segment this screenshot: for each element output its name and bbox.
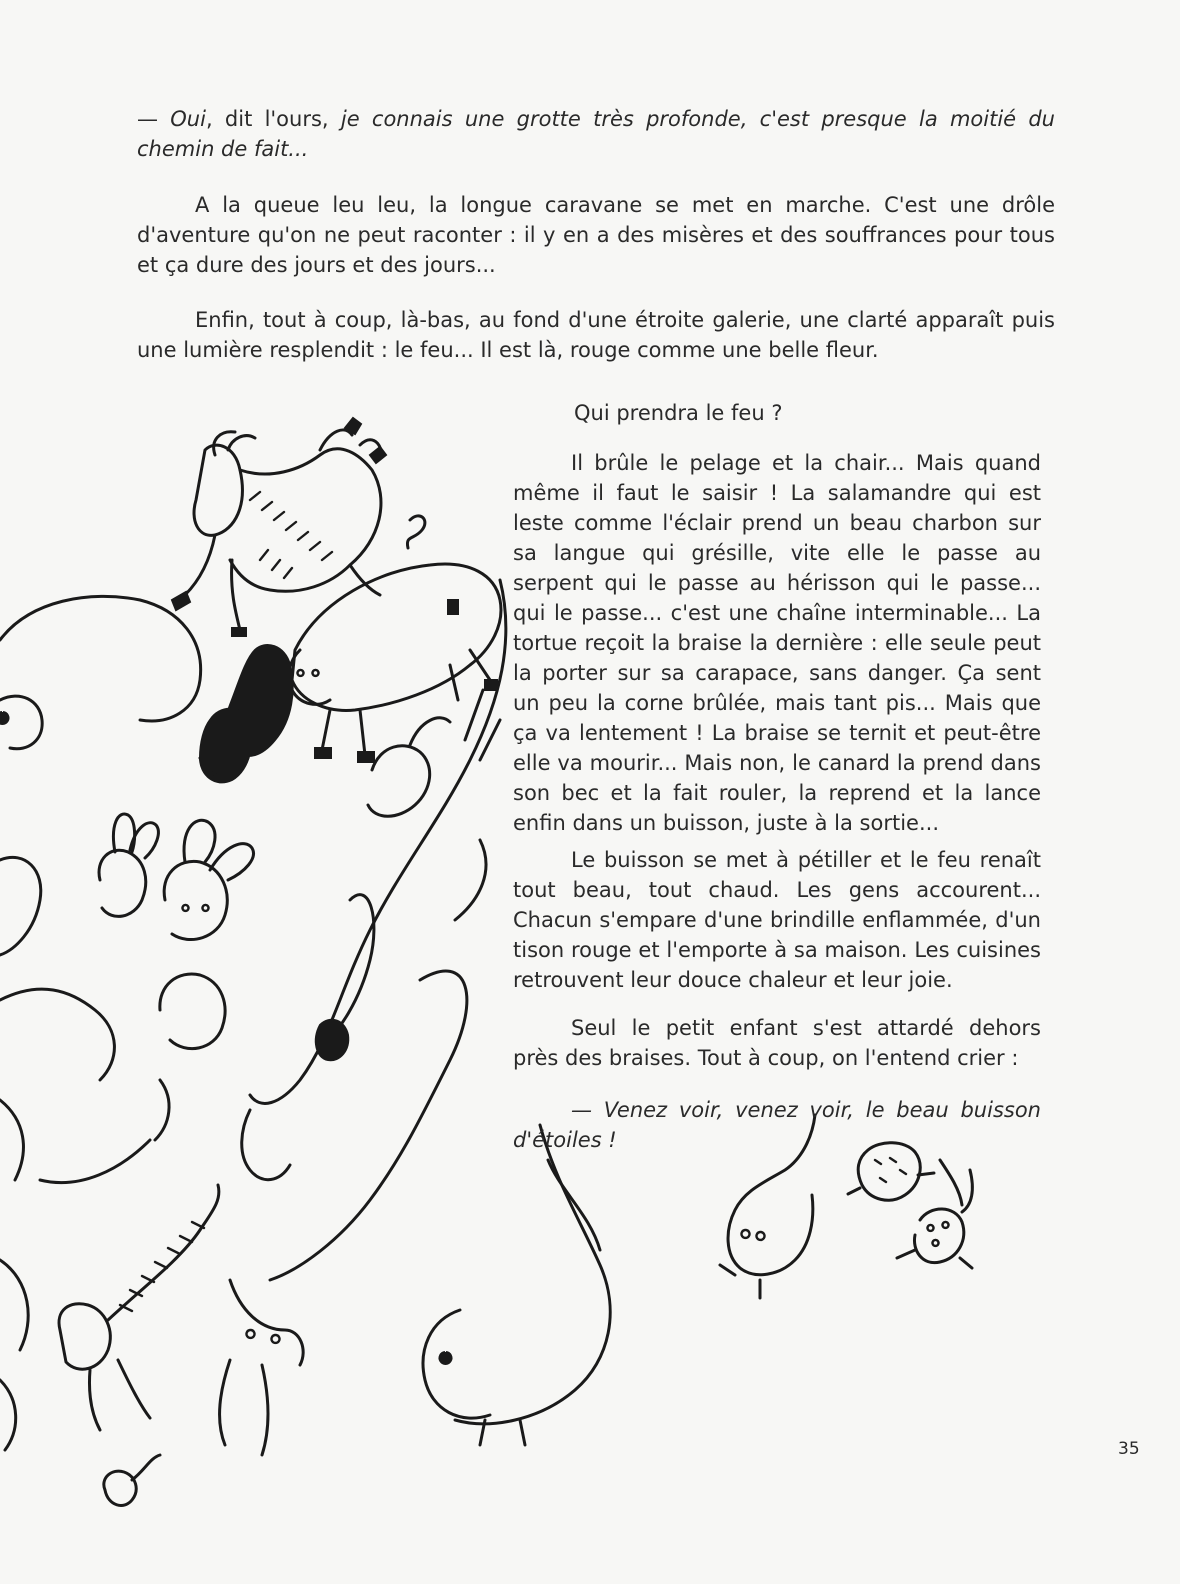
paragraph-bear-reply: — Oui, dit l'ours, je connais une grotte très profonde, c'est presque la moitié du chemin de fait... [137, 107, 1055, 161]
cat-drawing [59, 1185, 219, 1430]
goat-drawing [172, 418, 386, 636]
frog-drawing [848, 1143, 972, 1268]
paragraph-fire-chain: Il brûle le pelage et la chair... Mais quand même il faut le saisir ! La salamandre qui est leste comme l'éclair prend un beau charbon sur sa langue qui grésille, vite elle le passe au serpent qui le passe au hérisson qui le passe... qui le passe... c'est une chaîne interminable... La tortue reçoit la braise la dernière : elle seule peut la porter sur sa carapace, sans danger. Ça sent un peu la corne brûlée, mais tant pis... Mais que ça va lentement ! La braise se ternit et peut-être elle va mourir... Mais non, le canard la prend dans son bec et la fait rouler, la reprend et la lance enfin dans un buisson, juste à la sortie... [513, 451, 1041, 835]
paragraph-child: Seul le petit enfant s'est attardé dehors près des braises. Tout à coup, on l'entend crier : [513, 1016, 1041, 1070]
paragraph-bush-fire: Le buisson se met à pétiller et le feu renaît tout beau, tout chaud. Les gens accourent... Chacun s'empare d'une brindille enflammée, d'un tison rouge et l'emporte à sa maison. Les cuisines retrouvent leur douce chaleur et leur joie. [513, 848, 1041, 992]
paragraph-fire-found: Enfin, tout à coup, là-bas, au fond d'une étroite galerie, une clarté apparaît puis une lumière resplendit : le feu... Il est là, rouge comme une belle fleur. [137, 308, 1055, 362]
page-number: 35 [1118, 1439, 1140, 1459]
small-mouse-drawing [104, 1455, 160, 1505]
second-fox-drawing [423, 1125, 610, 1445]
crowd-outlines-drawing [0, 690, 500, 1450]
paragraph-caravane: A la queue leu leu, la longue caravane se met en marche. C'est une drôle d'aventure qu'on ne peut raconter : il y en a des misères et des souffrances pour tous et ça dure des jours et des jours... [137, 193, 1055, 277]
bear-drawing [0, 596, 201, 955]
black-rabbit-drawing [200, 645, 293, 782]
section-question: Qui prendra le feu ? [574, 401, 783, 425]
paragraph-child-cry: — Venez voir, venez voir, le beau buisson d'étoiles ! [513, 1098, 1041, 1152]
